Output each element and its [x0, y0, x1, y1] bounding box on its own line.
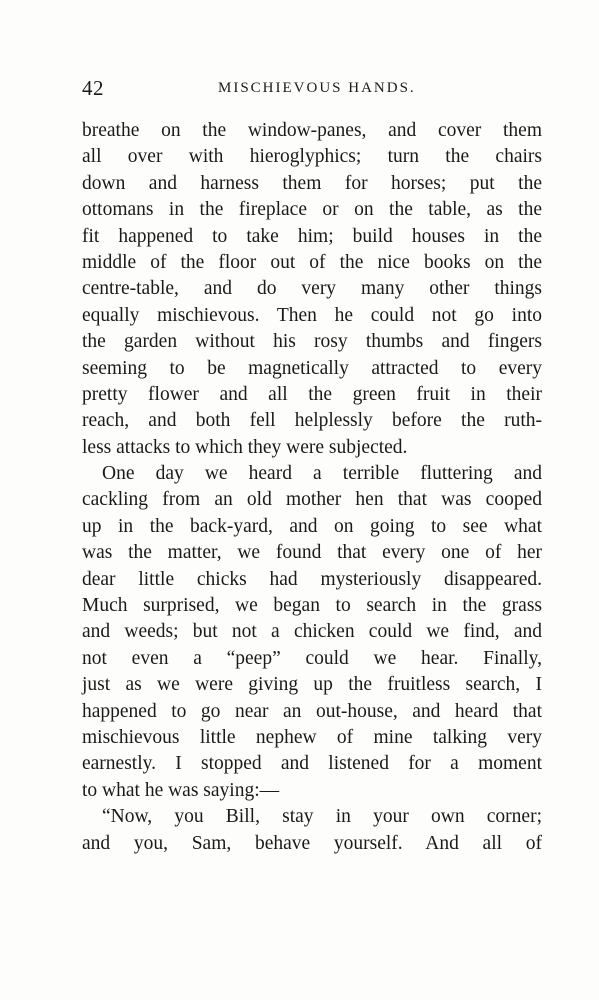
text-line: One day we heard a terrible fluttering and	[102, 463, 542, 485]
text-line: was the matter, we found that every one of her	[82, 542, 542, 564]
running-title: MISCHIEVOUS HANDS.	[218, 80, 416, 96]
text-line: not even a “peep” could we hear. Finally,	[82, 647, 542, 669]
text-line: less attacks to which they were subjected.	[82, 436, 408, 458]
text-line: Much surprised, we began to search in the grass	[82, 595, 542, 617]
text-line: happened to go near an out-house, and heard that	[82, 700, 542, 722]
text-line: and weeds; but not a chicken could we find, and	[82, 621, 542, 643]
text-line: earnestly. I stopped and listened for a moment	[82, 753, 542, 775]
text-line: down and harness them for horses; put the	[82, 172, 542, 194]
body-text	[82, 118, 542, 857]
text-line: reach, and both fell helplessly before the ruth-	[82, 410, 542, 432]
text-line: ottomans in the fireplace or on the table, as the	[82, 199, 542, 221]
text-line: breathe on the window-panes, and cover them	[82, 120, 542, 141]
text-line: just as we were giving up the fruitless search, I	[82, 674, 542, 696]
text-line: cackling from an old mother hen that was cooped	[82, 489, 542, 511]
text-line: middle of the floor out of the nice books on the	[82, 251, 542, 273]
text-line: mischievous little nephew of mine talking very	[82, 726, 542, 748]
text-line: equally mischievous. Then he could not go into	[82, 304, 542, 326]
text-line: dear little chicks had mysteriously disappeared.	[82, 568, 542, 590]
text-line: fit happened to take him; build houses in the	[82, 225, 542, 247]
page-number: 42	[82, 76, 104, 100]
text-line: up in the back-yard, and on going to see what	[82, 515, 542, 537]
text-line: “Now, you Bill, stay in your own corner;	[102, 806, 542, 828]
text-line: seeming to be magnetically attracted to every	[82, 357, 542, 379]
text-line: pretty flower and all the green fruit in their	[82, 383, 542, 405]
text-line: and you, Sam, behave yourself. And all of	[82, 832, 542, 854]
text-line: all over with hieroglyphics; turn the chairs	[82, 146, 542, 168]
text-line: centre-table, and do very many other things	[82, 278, 542, 300]
page-header	[82, 76, 542, 104]
text-line: the garden without his rosy thumbs and fingers	[82, 331, 542, 353]
text-line: to what he was saying:—	[82, 779, 280, 801]
